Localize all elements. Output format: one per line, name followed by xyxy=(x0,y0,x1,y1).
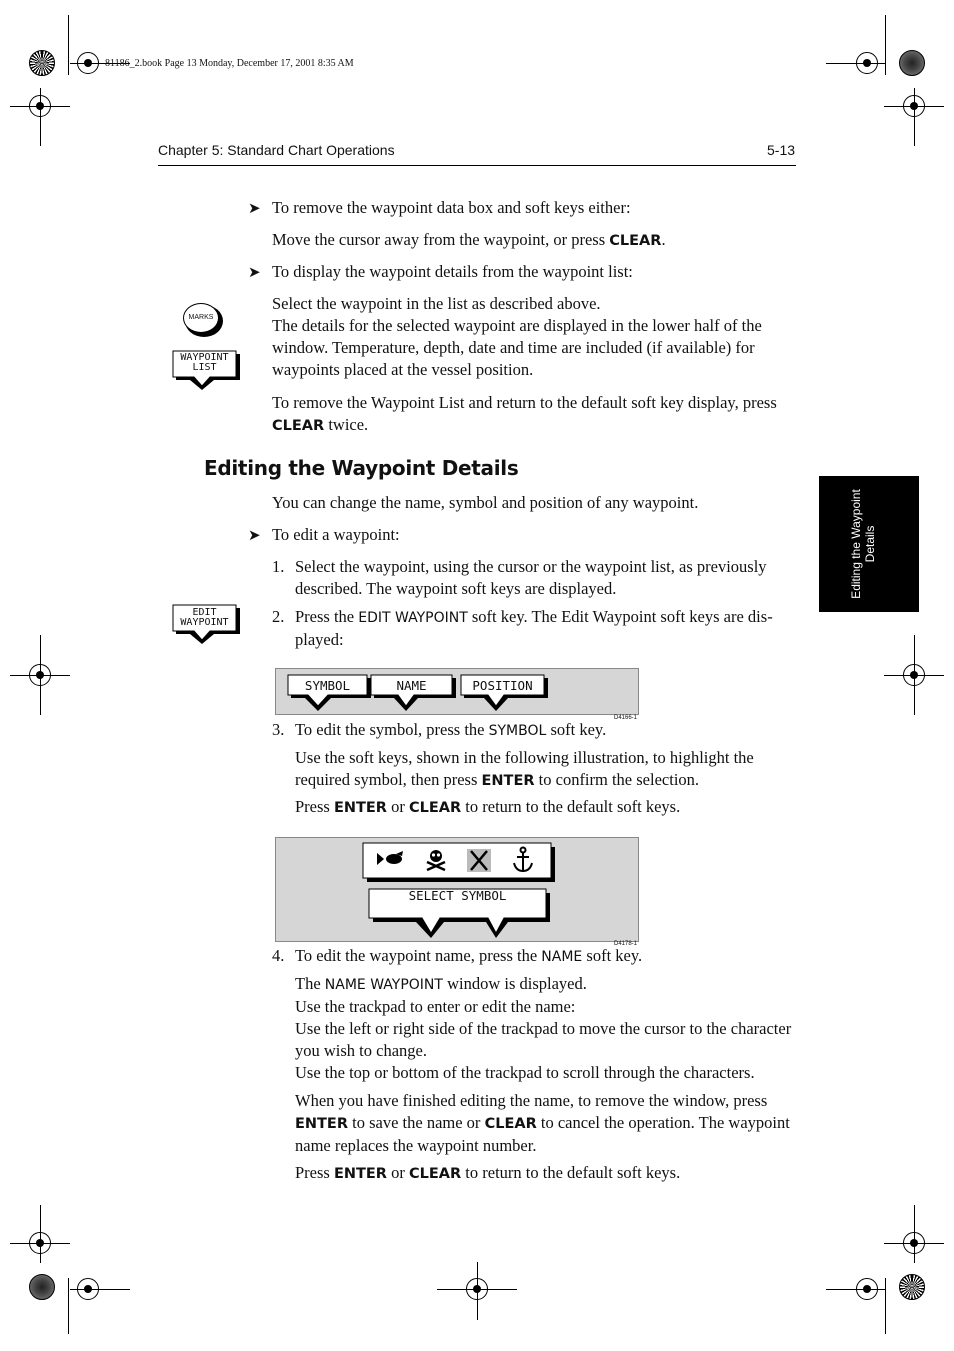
registration-disc xyxy=(899,1274,925,1300)
header-rule xyxy=(158,165,796,166)
softkey-name: NAME xyxy=(396,678,427,693)
softkey-position: POSITION xyxy=(472,678,533,693)
arrow-bullet-icon: ➤ xyxy=(248,199,261,217)
step2-number: 2. xyxy=(272,607,285,626)
side-tab-line2: Details xyxy=(863,525,877,563)
select-symbol-label: SELECT SYMBOL xyxy=(408,888,507,903)
step1-number: 1. xyxy=(272,557,285,576)
remove-list-paragraph: To remove the Waypoint List and return to the default soft key display, press CLEAR twice. xyxy=(272,393,777,434)
marks-key-icon: MARKS xyxy=(183,303,223,337)
section-side-tab xyxy=(819,476,919,612)
page-number: 5-13 xyxy=(767,142,796,158)
key-clear: CLEAR xyxy=(272,418,325,434)
select-waypoint-paragraph: Select the waypoint in the list as described above. The details for the selected waypoint are displayed in the lower half of the window. Temperature, depth, date and time are included (if available) for waypoints placed at the vessel position. xyxy=(272,294,762,379)
arrow-bullet-icon: ➤ xyxy=(248,526,261,544)
key-name-waypoint: NAME WAYPOINT xyxy=(324,977,443,993)
move-cursor-text: Move the cursor away from the waypoint, or press CLEAR. xyxy=(272,230,666,249)
edit-waypoint-label: EDIT WAYPOINT xyxy=(180,607,229,628)
registration-disc xyxy=(29,50,55,76)
step4-paragraph2: When you have finished editing the name, to remove the window, press ENTER to save the name or CLEAR to cancel the operation. The waypoint name replaces the waypoint number. xyxy=(295,1091,790,1155)
side-tab-line1: Editing the Waypoint xyxy=(849,489,863,599)
step4-text: To edit the waypoint name, press the NAME soft key. xyxy=(295,946,643,965)
arrow-bullet-icon: ➤ xyxy=(248,263,261,281)
bullet-edit-waypoint xyxy=(248,524,261,546)
softkey-symbol: SYMBOL xyxy=(304,678,351,693)
step1-text: Select the waypoint, using the cursor or the waypoint list, as previously described. The waypoint soft keys are displayed. xyxy=(295,557,767,598)
step2-text: Press the EDIT WAYPOINT soft key. The Edit Waypoint soft keys are dis- played: xyxy=(295,607,773,649)
step4-number: 4. xyxy=(272,946,285,965)
step4-paragraph3: Press ENTER or CLEAR to return to the default soft keys. xyxy=(295,1163,681,1182)
figure-select-symbol xyxy=(275,837,639,942)
registration-disc xyxy=(899,50,925,76)
bullet-display-details xyxy=(248,261,261,283)
bullet-remove-databox xyxy=(248,197,261,219)
key-clear: CLEAR xyxy=(408,800,462,816)
figure1-code: D4166-1 xyxy=(614,715,638,721)
key-clear: CLEAR xyxy=(484,1116,537,1132)
step3-paragraph1: Use the soft keys, shown in the following illustration, to highlight the required symbol, then press ENTER to confirm the selection. xyxy=(295,748,754,789)
figure2-code: D4178-1 xyxy=(614,941,638,947)
display-details-text: To display the waypoint details from the waypoint list: xyxy=(272,262,633,281)
edit-waypoint-text: To edit a waypoint: xyxy=(272,525,400,544)
key-enter: ENTER xyxy=(481,773,535,789)
key-clear: CLEAR xyxy=(609,233,662,249)
chapter-header: Chapter 5: Standard Chart Operations xyxy=(158,142,395,158)
key-enter: ENTER xyxy=(333,1166,387,1182)
print-slug: 81186_2.book Page 13 Monday, December 17, 2001 8:35 AM xyxy=(105,58,354,69)
key-name: NAME xyxy=(541,949,583,965)
step4-paragraph1: The NAME WAYPOINT window is displayed. Use the trackpad to enter or edit the name: Use the left or right side of the trackpad to move the cursor to the character you wish to change. Use the top or bottom of the trackpad to scroll through the characters. xyxy=(295,974,792,1082)
key-enter: ENTER xyxy=(333,800,387,816)
section-heading: Editing the Waypoint Details xyxy=(204,456,519,480)
waypoint-list-label: WAYPOINT LIST xyxy=(180,352,229,373)
section-intro: You can change the name, symbol and position of any waypoint. xyxy=(272,493,699,512)
registration-disc xyxy=(29,1274,55,1300)
key-symbol: SYMBOL xyxy=(488,723,547,739)
step3-text: To edit the symbol, press the SYMBOL soft key. xyxy=(295,720,607,739)
key-clear: CLEAR xyxy=(408,1166,462,1182)
remove-databox-text: To remove the waypoint data box and soft keys either: xyxy=(272,198,631,217)
step3-number: 3. xyxy=(272,720,285,739)
key-enter: ENTER xyxy=(295,1116,349,1132)
figure-softkeys xyxy=(275,668,639,715)
key-edit-waypoint: EDIT WAYPOINT xyxy=(358,610,468,626)
step3-paragraph2: Press ENTER or CLEAR to return to the default soft keys. xyxy=(295,797,681,816)
